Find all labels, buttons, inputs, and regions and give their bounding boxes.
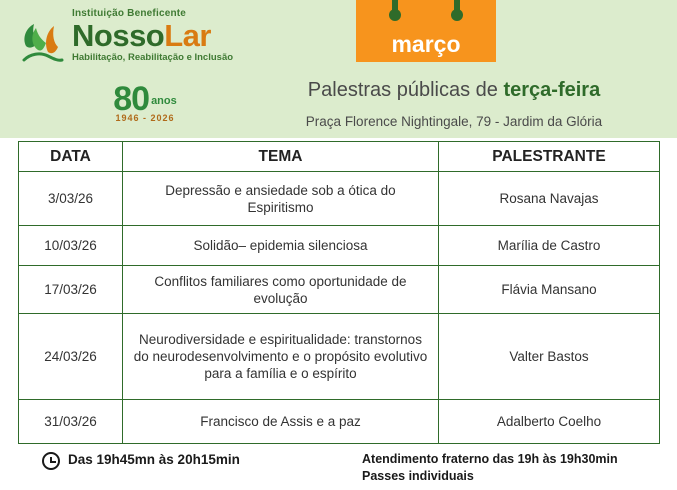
cell-theme: Francisco de Assis e a paz: [123, 400, 439, 444]
institution-line: Instituição Beneficente: [72, 8, 187, 19]
schedule-table: [18, 141, 660, 444]
cell-theme: Solidão– epidemia silenciosa: [123, 226, 439, 266]
table-row: [19, 266, 660, 314]
column-header-date: DATA: [19, 142, 123, 172]
cell-speaker: Rosana Navajas: [439, 172, 660, 226]
table-row: [19, 400, 660, 444]
fraternal-block: [362, 451, 618, 485]
title-highlight: terça-feira: [503, 79, 601, 101]
column-header-speaker: PALESTRANTE: [439, 142, 660, 172]
brand-nosso: Nosso: [72, 18, 165, 53]
cell-theme: Depressão e ansiedade sob a ótica do Espiritismo: [123, 172, 439, 226]
cell-date: 3/03/26: [19, 172, 123, 226]
month-label: março: [391, 31, 461, 57]
cell-speaker: Adalberto Coelho: [439, 400, 660, 444]
table-row: [19, 172, 660, 226]
fraternal-line-2: Passes individuais: [362, 469, 474, 483]
anniversary-badge: [70, 80, 220, 123]
hours-text: Das 19h45mn às 20h15min: [68, 452, 240, 467]
brand-lar: Lar: [164, 18, 211, 53]
cell-theme: Conflitos familiares como oportunidade de evolução: [123, 266, 439, 314]
pin-left-icon: [392, 0, 398, 16]
cell-speaker: Valter Bastos: [439, 314, 660, 400]
cell-date: 31/03/26: [19, 400, 123, 444]
anniversary-word: anos: [151, 95, 177, 107]
cell-speaker: Marília de Castro: [439, 226, 660, 266]
fraternal-line-1: Atendimento fraterno das 19h às 19h30min: [362, 452, 618, 466]
logo-wordmark: [72, 6, 233, 64]
address-line: Praça Florence Nightingale, 79 - Jardim da Glória: [305, 114, 603, 129]
schedule-table-wrapper: [18, 141, 659, 444]
clock-icon: [42, 452, 60, 470]
cell-speaker: Flávia Mansano: [439, 266, 660, 314]
cell-date: 24/03/26: [19, 314, 123, 400]
cell-date: 10/03/26: [19, 226, 123, 266]
table-header-row: [19, 142, 660, 172]
table-row: [19, 314, 660, 400]
header: [0, 0, 677, 138]
logo-block: [18, 6, 248, 134]
brand-name: [72, 20, 233, 52]
column-header-theme: TEMA: [123, 142, 439, 172]
table-row: [19, 226, 660, 266]
pin-right-icon: [454, 0, 460, 16]
anniversary-years: 1946 - 2026: [115, 113, 175, 123]
footer: [0, 448, 677, 490]
brand-subtitle: Habilitação, Reabilitação e Inclusão: [72, 52, 234, 63]
cell-date: 17/03/26: [19, 266, 123, 314]
month-banner: [356, 0, 496, 62]
page-title: [248, 78, 660, 102]
title-prefix: Palestras públicas de: [307, 79, 504, 101]
cell-theme: Neurodiversidade e espiritualidade: transtornos do neurodesenvolvimento e o propósito evolutivo para a família e o espírito: [123, 314, 439, 400]
anniversary-number: 80: [113, 80, 150, 118]
hands-leaf-logo-icon: [18, 16, 68, 64]
